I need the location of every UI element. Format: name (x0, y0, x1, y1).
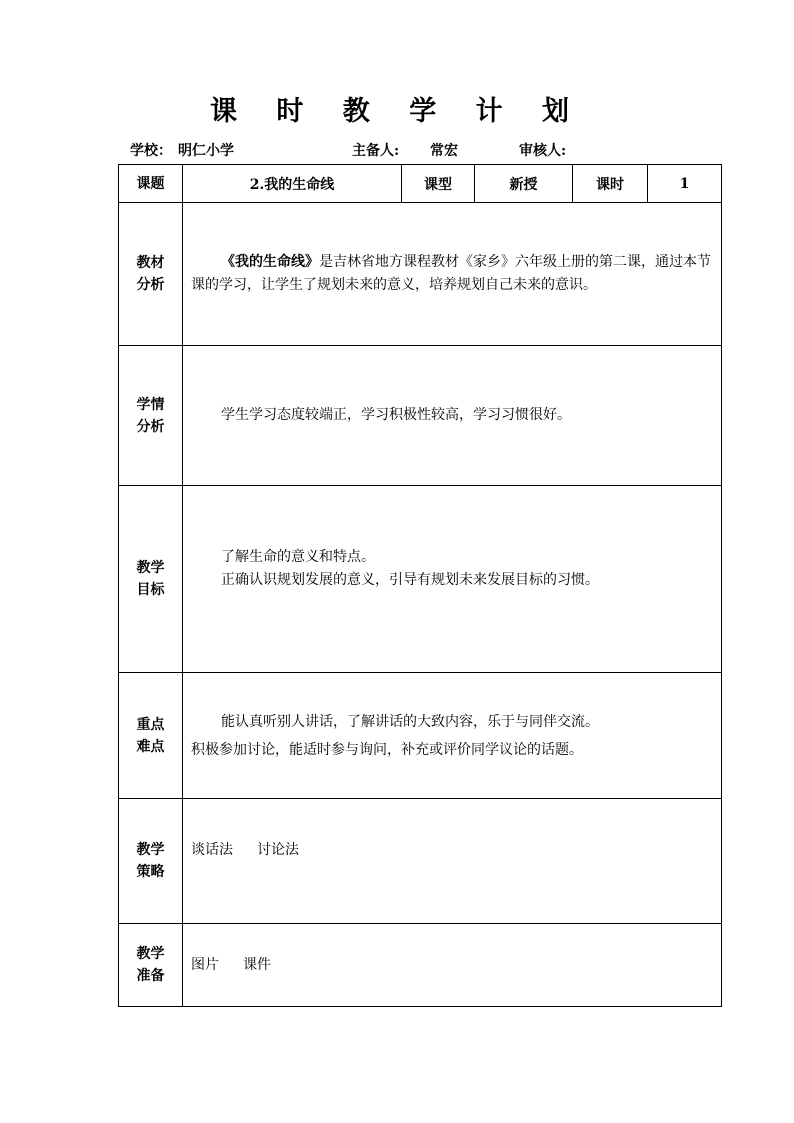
student-analysis-label: 学情 分析 (119, 346, 183, 486)
key-point-line: 积极参加讨论，能适时参与询问，补充或评价同学议论的话题。 (191, 741, 583, 758)
strategy-item: 谈话法 (191, 842, 233, 858)
key-points-row (119, 673, 722, 799)
key-points-content (183, 673, 722, 799)
preparer-value: 常宏 (430, 143, 458, 159)
period-value: 1 (648, 165, 722, 203)
student-analysis-content: 学生学习态度较端正，学习积极性较高，学习习惯很好。 (183, 346, 722, 486)
lesson-info-row (119, 165, 722, 203)
school-value: 明仁小学 (178, 143, 234, 159)
strategy-item: 讨论法 (257, 842, 299, 858)
reviewer-label: 审核人: (519, 143, 567, 159)
lesson-plan-table (118, 164, 722, 1007)
teaching-strategy-label: 教学 策略 (119, 799, 183, 924)
preparation-item: 课件 (243, 956, 271, 973)
type-label: 课型 (402, 165, 475, 203)
student-analysis-row (119, 346, 722, 486)
teaching-goals-content (183, 486, 722, 673)
material-analysis-content: 《我的生命线》是吉林省地方课程教材《家乡》六年级上册的第二课，通过本节课的学习，让学生了规划未来的意义，培养规划自己未来的意识。 (183, 203, 722, 346)
teaching-preparation-row (119, 924, 722, 1007)
lesson-name-bold: 《我的生命线》 (221, 254, 319, 270)
material-analysis-label: 教材 分析 (119, 203, 183, 346)
key-points-label: 重点 难点 (119, 673, 183, 799)
teaching-strategy-content (183, 799, 722, 924)
teaching-goals-label: 教学 目标 (119, 486, 183, 673)
material-analysis-row (119, 203, 722, 346)
period-label: 课时 (573, 165, 648, 203)
teaching-preparation-content (183, 924, 722, 1007)
page-title: 课 时 教 学 计 划 (210, 96, 584, 127)
teaching-preparation-label: 教学 准备 (119, 924, 183, 1007)
school-label: 学校： (130, 143, 172, 159)
header-info (130, 141, 730, 161)
key-point-line: 能认真听别人讲话，了解讲话的大致内容，乐于与同伴交流。 (221, 713, 599, 730)
teaching-goals-row (119, 486, 722, 673)
type-value: 新授 (475, 165, 573, 203)
topic-value: 2.我的生命线 (183, 165, 402, 203)
preparation-item: 图片 (191, 956, 219, 973)
teaching-strategy-row (119, 799, 722, 924)
topic-label: 课题 (119, 165, 183, 203)
goal-line: 了解生命的意义和特点。 (221, 549, 375, 565)
preparer-label: 主备人: (352, 143, 400, 159)
goal-line: 正确认识规划发展的意义，引导有规划未来发展目标的习惯。 (221, 572, 599, 588)
